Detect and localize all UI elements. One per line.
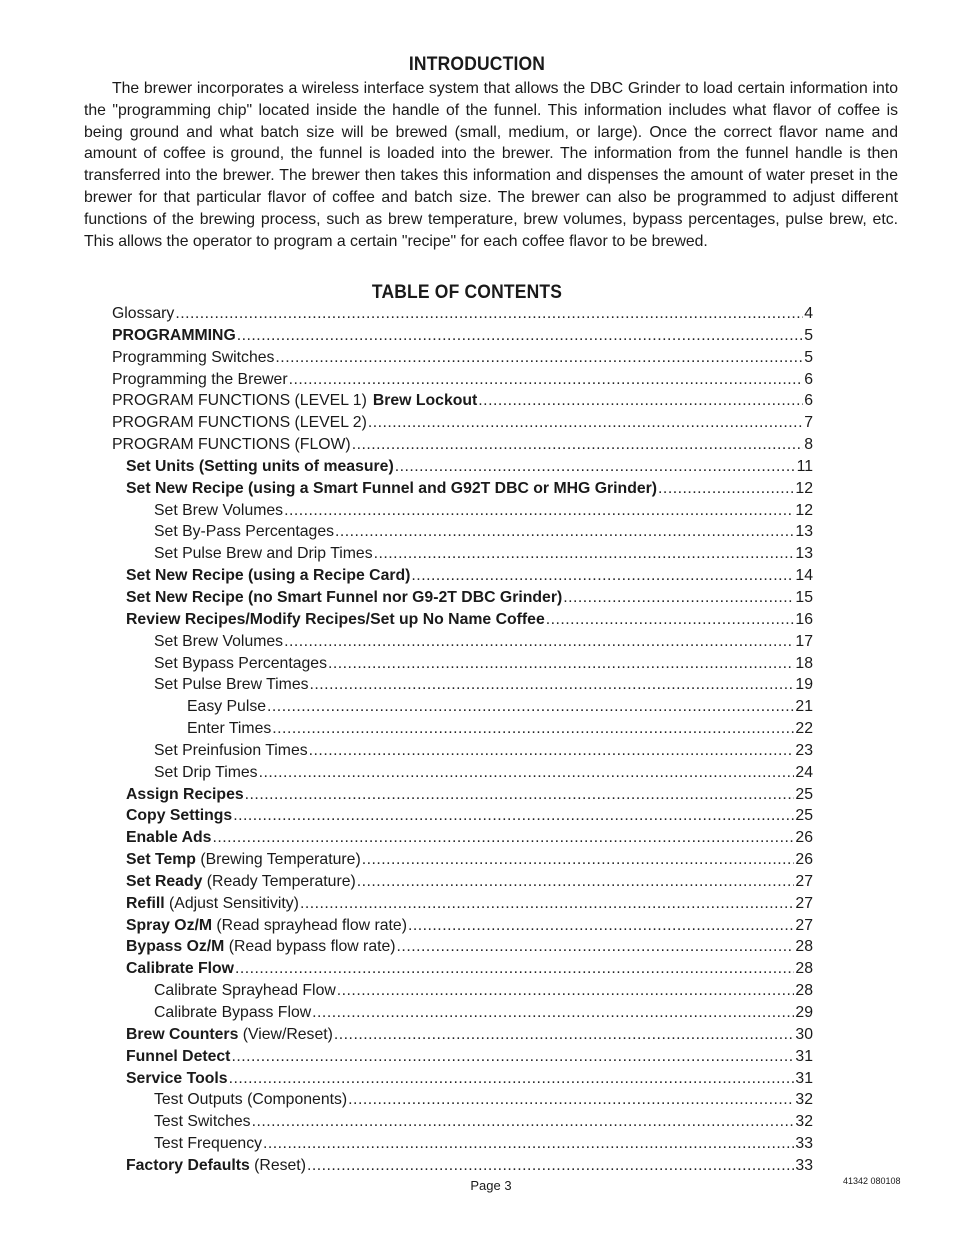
toc-entry-title: [112, 436, 351, 454]
dot-leader: [267, 698, 794, 716]
toc-entry-page-number: 31: [795, 1069, 813, 1087]
toc-entry: [112, 786, 813, 808]
toc-entry-text: Calibrate Sprayhead Flow: [154, 982, 336, 1000]
toc-entry-bold-text: Brew Lockout: [372, 392, 478, 410]
toc-entry-title: [154, 676, 309, 694]
toc-entry-title: [154, 633, 283, 651]
toc-entry-page-number: 32: [795, 1091, 813, 1109]
toc-entry-page-number: 28: [795, 960, 813, 978]
toc-entry-text: PROGRAM FUNCTIONS (FLOW): [112, 436, 351, 454]
toc-entry-text: Test Outputs (Components): [154, 1091, 348, 1109]
toc-entry-bold-text: Brew Counters: [126, 1025, 239, 1043]
toc-entry-title: [126, 589, 562, 607]
toc-entry-text: Calibrate Bypass Flow: [154, 1004, 312, 1021]
toc-entry: [112, 1113, 813, 1135]
toc-entry-text: Set Brew Volumes: [154, 501, 284, 519]
toc-entry-bold-text: Calibrate Flow: [126, 960, 234, 978]
dot-leader: [352, 436, 804, 454]
toc-entry-title: [154, 982, 336, 1000]
toc-entry: [112, 371, 813, 393]
toc-entry: [112, 960, 813, 982]
toc-entry: [112, 502, 813, 524]
dot-leader: [284, 633, 794, 651]
toc-entry-page-number: 32: [795, 1113, 813, 1131]
toc-entry-title: [187, 698, 266, 716]
toc-entry: [112, 764, 813, 786]
toc-entry-page-number: 25: [795, 807, 813, 825]
toc-entry: [112, 414, 813, 436]
toc-entry-page-number: 5: [804, 326, 813, 344]
dot-leader: [335, 523, 794, 541]
toc-entry-page-number: 27: [795, 872, 813, 890]
toc-entry: [112, 982, 813, 1004]
toc-entry-title: [126, 1157, 306, 1175]
toc-entry-page-number: 5: [804, 348, 813, 366]
toc-entry-page-number: 6: [804, 392, 813, 410]
toc-entry-bold-text: Spray Oz/M: [126, 916, 213, 934]
toc-entry-title: [126, 1070, 228, 1088]
dot-leader: [233, 807, 794, 825]
dot-leader: [245, 786, 795, 804]
toc-entry-title: [126, 829, 211, 847]
toc-entry: [112, 327, 813, 349]
toc-entry-page-number: 28: [795, 982, 813, 1000]
dot-leader: [337, 982, 795, 1000]
toc-entry-bold-text: Service Tools: [126, 1069, 228, 1087]
toc-entry: [112, 829, 813, 851]
dot-leader: [397, 938, 795, 956]
dot-leader: [284, 502, 794, 520]
toc-entry-page-number: 13: [795, 545, 813, 563]
toc-entry-text: (Read sprayhead flow rate): [216, 916, 407, 934]
toc-entry: [112, 1048, 813, 1070]
toc-entry-title: [112, 371, 288, 389]
dot-leader: [300, 895, 794, 913]
toc-entry: [112, 1026, 813, 1048]
toc-entry-bold-text: Assign Recipes: [126, 785, 244, 803]
toc-entry-title: [126, 611, 545, 629]
toc-entry: [112, 589, 813, 611]
toc-entry-page-number: 15: [795, 588, 813, 606]
toc-entry-page-number: 19: [795, 676, 813, 694]
toc-entry-page-number: 16: [795, 610, 813, 628]
toc-entry-page-number: 17: [795, 632, 813, 650]
toc-entry-bold-text: Bypass Oz/M: [126, 938, 225, 956]
toc-entry-title: [154, 1135, 262, 1153]
dot-leader: [259, 764, 795, 782]
toc-entry-text: Glossary: [112, 305, 175, 322]
toc-entry-text: Programming Switches: [112, 348, 275, 366]
toc-entry-title: [154, 764, 258, 782]
toc-entry-text: (Read bypass flow rate): [228, 938, 396, 956]
toc-entry-bold-text: Factory Defaults: [126, 1156, 250, 1174]
dot-leader: [263, 1135, 794, 1153]
toc-entry-page-number: 8: [804, 436, 813, 454]
toc-entry-page-number: 7: [804, 414, 813, 432]
toc-entry-page-number: 24: [795, 763, 813, 781]
toc-entry-bold-text: PROGRAMMING: [112, 326, 236, 344]
toc-entry-text: (Adjust Sensitivity): [169, 894, 299, 912]
dot-leader: [348, 1091, 794, 1109]
toc-entry-title: [154, 655, 327, 673]
toc-entry-text: Set Bypass Percentages: [154, 654, 327, 672]
dot-leader: [235, 960, 794, 978]
toc-entry: [112, 698, 813, 720]
toc-entry: [112, 458, 813, 480]
table-of-contents-heading: TABLE OF CONTENTS: [371, 282, 563, 303]
toc-entry-page-number: 12: [795, 479, 813, 497]
toc-entry-title: [112, 327, 236, 345]
toc-entry-text: Test Switches: [154, 1113, 251, 1131]
toc-entry: [112, 742, 813, 764]
introduction-heading: INTRODUCTION: [408, 54, 546, 75]
toc-entry-bold-text: Refill: [126, 894, 165, 912]
toc-entry-bold-text: Copy Settings: [126, 807, 233, 825]
toc-entry: [112, 873, 813, 895]
dot-leader: [312, 1004, 794, 1022]
toc-entry-bold-text: Set New Recipe (using a Recipe Card): [126, 567, 411, 585]
toc-entry-page-number: 26: [795, 851, 813, 869]
toc-entry: [112, 545, 813, 567]
toc-entry-title: [126, 917, 407, 935]
toc-entry-title: [112, 305, 174, 323]
toc-entry: [112, 523, 813, 545]
toc-entry-page-number: 12: [795, 501, 813, 519]
toc-entry-page-number: 23: [795, 741, 813, 759]
toc-entry-page-number: 31: [795, 1047, 813, 1065]
toc-entry: [112, 1135, 813, 1157]
toc-entry-text: (Brewing Temperature): [200, 851, 361, 869]
toc-entry-title: [154, 1113, 251, 1131]
dot-leader: [411, 567, 794, 585]
toc-entry-title: [126, 786, 244, 804]
toc-entry-title: [126, 895, 299, 913]
toc-entry: [112, 895, 813, 917]
dot-leader: [362, 851, 795, 869]
toc-entry-text: Set By-Pass Percentages: [154, 523, 334, 541]
toc-entry-title: [154, 523, 334, 541]
toc-entry: [112, 655, 813, 677]
toc-entry-page-number: 22: [795, 720, 813, 738]
toc-entry-bold-text: Set Ready: [126, 872, 203, 890]
introduction-paragraph: The brewer incorporates a wireless interface system that allows the DBC Grinder to load certain information into the "programming chip" located inside the handle of the funnel. This information includes what flavor of coffee is being ground and what batch size will be brewed (small, medium, or large). Once the correct flavor name and amount of coffee is ground, the funnel is loaded into the brewer. The information from the funnel handle is then transferred into the brewer. The brewer then takes this information and dispenses the amount of water preset in the brewer for that particular flavor of coffee and batch size. The brewer can also be programmed to adjust different functions of the brewing process, such as brew temperature, brew volumes, bypass percentages, pulse brew, etc. This allows the operator to program a certain "recipe" for each coffee flavor to be brewed.: [84, 80, 898, 250]
dot-leader: [212, 829, 794, 847]
toc-entry-title: [126, 1048, 230, 1066]
toc-entry: [112, 1070, 813, 1092]
toc-entry-text: Set Brew Volumes: [154, 632, 284, 650]
toc-entry-text: (View/Reset): [242, 1025, 333, 1043]
dot-leader: [275, 349, 803, 367]
toc-entry: [112, 349, 813, 371]
toc-entry-title: [187, 720, 271, 738]
toc-entry-title: [112, 414, 367, 432]
toc-entry-page-number: 14: [795, 567, 813, 585]
toc-entry: [112, 1004, 813, 1026]
document-number: 41342 080108: [843, 1176, 901, 1186]
toc-entry-title: [154, 545, 373, 563]
toc-entry-page-number: 27: [795, 894, 813, 912]
dot-leader: [374, 545, 795, 563]
dot-leader: [357, 873, 795, 891]
toc-entry: [112, 611, 813, 633]
dot-leader: [395, 458, 796, 476]
dot-leader: [307, 1157, 794, 1175]
dot-leader: [231, 1048, 794, 1066]
toc-entry-title: [126, 458, 394, 476]
toc-entry-title: [112, 392, 477, 410]
toc-entry-bold-text: Set New Recipe (no Smart Funnel nor G9-2T DBC Grinder): [126, 588, 563, 606]
toc-entry-bold-text: Set Temp: [126, 851, 196, 869]
toc-entry-text: (Ready Temperature): [206, 872, 356, 890]
toc-entry: [112, 480, 813, 502]
page-number: Page 3: [470, 1178, 512, 1193]
toc-entry-page-number: 21: [795, 698, 813, 716]
dot-leader: [289, 371, 804, 389]
toc-entry-text: Programming the Brewer: [112, 370, 288, 388]
dot-leader: [310, 676, 795, 694]
toc-entry-text: Set Pulse Brew Times: [154, 676, 309, 694]
toc-entry: [112, 938, 813, 960]
dot-leader: [309, 742, 795, 760]
dot-leader: [408, 917, 794, 935]
toc-entry-page-number: 30: [795, 1025, 813, 1043]
table-of-contents: [112, 305, 813, 1179]
toc-entry-page-number: 27: [795, 916, 813, 934]
dot-leader: [237, 327, 803, 345]
dot-leader: [229, 1070, 795, 1088]
dot-leader: [658, 480, 794, 498]
dot-leader: [334, 1026, 795, 1044]
toc-entry-title: [154, 1004, 311, 1022]
toc-entry-title: [154, 1091, 347, 1109]
toc-entry-title: [112, 349, 274, 367]
toc-entry: [112, 633, 813, 655]
toc-entry-page-number: 28: [795, 938, 813, 956]
dot-leader: [546, 611, 795, 629]
toc-entry-title: [154, 502, 283, 520]
toc-entry: [112, 807, 813, 829]
toc-entry-page-number: 11: [796, 457, 813, 475]
toc-entry-title: [126, 873, 356, 891]
toc-entry-prefix: PROGRAM FUNCTIONS (LEVEL 1): [112, 392, 367, 410]
toc-entry: [112, 917, 813, 939]
toc-entry-text: Set Preinfusion Times: [154, 741, 308, 759]
toc-entry-text: Enter Times: [187, 720, 272, 738]
toc-entry-bold-text: Funnel Detect: [126, 1047, 231, 1065]
toc-entry-bold-text: Set Units (Setting units of measure): [126, 457, 394, 475]
toc-entry-page-number: 13: [795, 523, 813, 541]
toc-entry-text: Set Drip Times: [154, 763, 258, 781]
dot-leader: [563, 589, 794, 607]
dot-leader: [368, 414, 803, 432]
toc-entry-page-number: 6: [804, 370, 813, 388]
toc-entry-page-number: 4: [804, 305, 813, 322]
dot-leader: [328, 655, 794, 673]
toc-entry-title: [126, 480, 657, 498]
toc-entry: [112, 720, 813, 742]
toc-entry-title: [126, 807, 232, 825]
toc-entry-text: PROGRAM FUNCTIONS (LEVEL 2): [112, 414, 367, 432]
toc-entry: [112, 567, 813, 589]
toc-entry-page-number: 33: [795, 1156, 813, 1174]
toc-entry-text: Test Frequency: [154, 1135, 262, 1153]
toc-entry-title: [126, 567, 410, 585]
toc-entry-title: [154, 742, 308, 760]
dot-leader: [175, 305, 803, 323]
toc-entry-page-number: 29: [795, 1004, 813, 1021]
toc-entry-page-number: 26: [795, 829, 813, 847]
toc-entry-page-number: 33: [795, 1135, 813, 1153]
toc-entry-title: [126, 938, 396, 956]
toc-entry: [112, 1157, 813, 1179]
toc-entry-page-number: 18: [795, 654, 813, 672]
toc-entry: [112, 436, 813, 458]
toc-entry: [112, 851, 813, 873]
toc-entry: [112, 676, 813, 698]
toc-entry: [112, 392, 813, 414]
toc-entry-title: [126, 960, 234, 978]
toc-entry-bold-text: Set New Recipe (using a Smart Funnel and G92T DBC or MHG Grinder): [126, 479, 658, 497]
dot-leader: [252, 1113, 795, 1131]
dot-leader: [478, 392, 803, 410]
toc-entry-page-number: 25: [795, 785, 813, 803]
toc-entry: [112, 305, 813, 327]
toc-entry-title: [126, 1026, 333, 1044]
toc-entry-text: Set Pulse Brew and Drip Times: [154, 545, 373, 563]
toc-entry-text: Easy Pulse: [187, 698, 267, 716]
dot-leader: [272, 720, 794, 738]
toc-entry: [112, 1091, 813, 1113]
toc-entry-text: (Reset): [254, 1156, 306, 1174]
toc-entry-title: [126, 851, 361, 869]
toc-entry-bold-text: Review Recipes/Modify Recipes/Set up No Name Coffee: [126, 610, 545, 628]
introduction-body: [84, 78, 898, 252]
toc-entry-bold-text: Enable Ads: [126, 829, 212, 847]
